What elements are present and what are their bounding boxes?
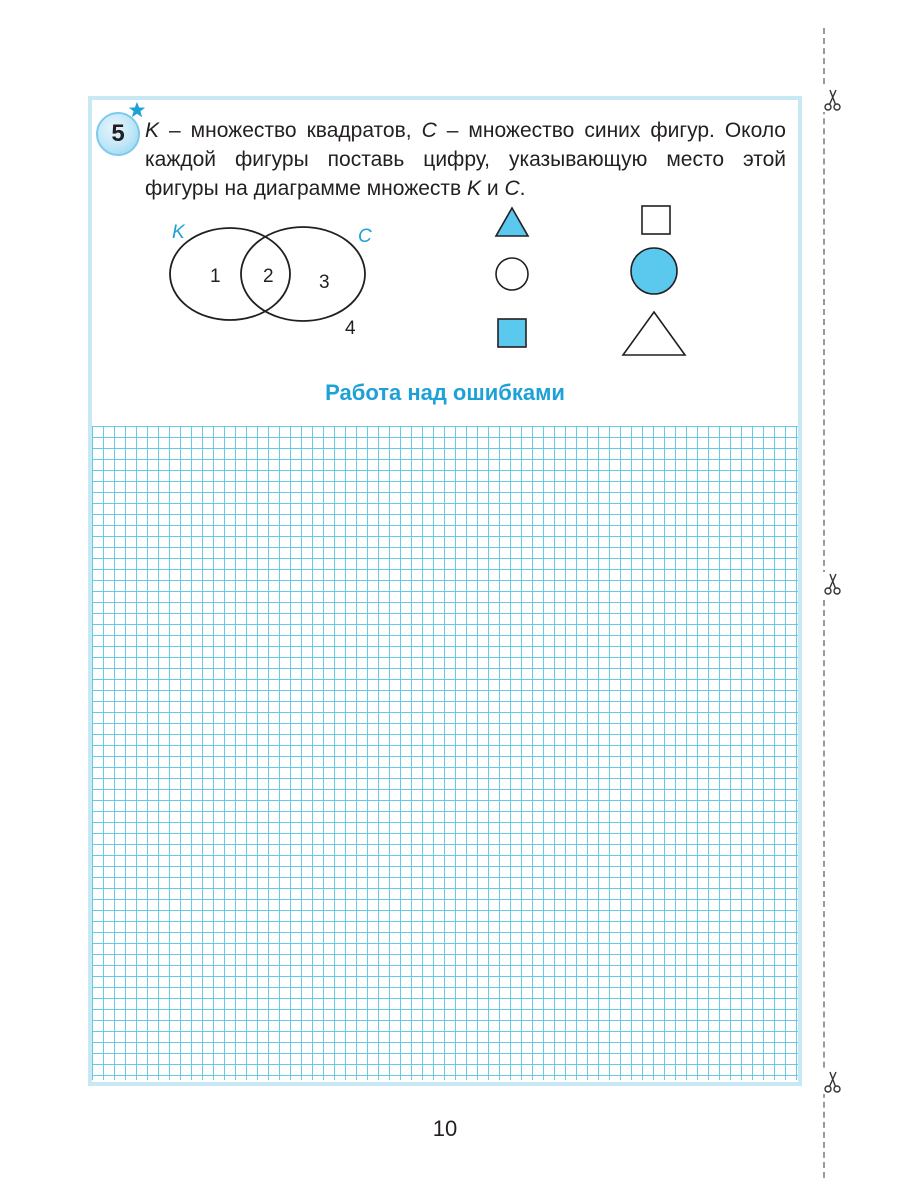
task-number: 5 bbox=[111, 120, 125, 147]
set-letter: C bbox=[421, 119, 437, 142]
squared-grid[interactable] bbox=[92, 426, 798, 1080]
scissors-icon bbox=[823, 1070, 843, 1094]
venn-diagram bbox=[160, 214, 400, 354]
set-c-ellipse bbox=[241, 227, 365, 321]
blue-square bbox=[498, 319, 526, 347]
set-c-label: C bbox=[358, 226, 372, 247]
cut-line bbox=[823, 28, 825, 1178]
page-number: 10 bbox=[432, 1116, 458, 1141]
set-letter: K bbox=[145, 119, 160, 142]
region-4-label: 4 bbox=[345, 318, 356, 339]
star-icon bbox=[128, 101, 146, 119]
shapes-column-right bbox=[618, 200, 692, 360]
blue-circle bbox=[631, 248, 677, 294]
task-text-part: – множество квадратов, bbox=[159, 119, 422, 142]
task-text-part: и bbox=[481, 177, 505, 200]
section-title: Работа над ошибками bbox=[325, 380, 565, 405]
set-letter: K bbox=[467, 177, 482, 200]
set-k-label: K bbox=[172, 222, 185, 243]
blue-triangle bbox=[496, 208, 528, 236]
region-3-label: 3 bbox=[319, 272, 330, 293]
shapes-column-left bbox=[488, 204, 536, 354]
set-letter: C bbox=[504, 177, 520, 200]
task-text-part: . bbox=[519, 177, 526, 200]
scissors-icon bbox=[823, 88, 843, 112]
white-square bbox=[642, 206, 670, 234]
region-1-label: 1 bbox=[210, 266, 221, 287]
task-text-part: – множество синих фигур. Около каждой фигуры поставь цифру, указывающую место этой фигуры на диаграмме множеств bbox=[145, 119, 786, 200]
task-statement bbox=[145, 116, 786, 203]
region-2-label: 2 bbox=[263, 266, 274, 287]
white-circle bbox=[496, 258, 528, 290]
white-triangle bbox=[623, 312, 685, 355]
scissors-icon bbox=[823, 572, 843, 596]
